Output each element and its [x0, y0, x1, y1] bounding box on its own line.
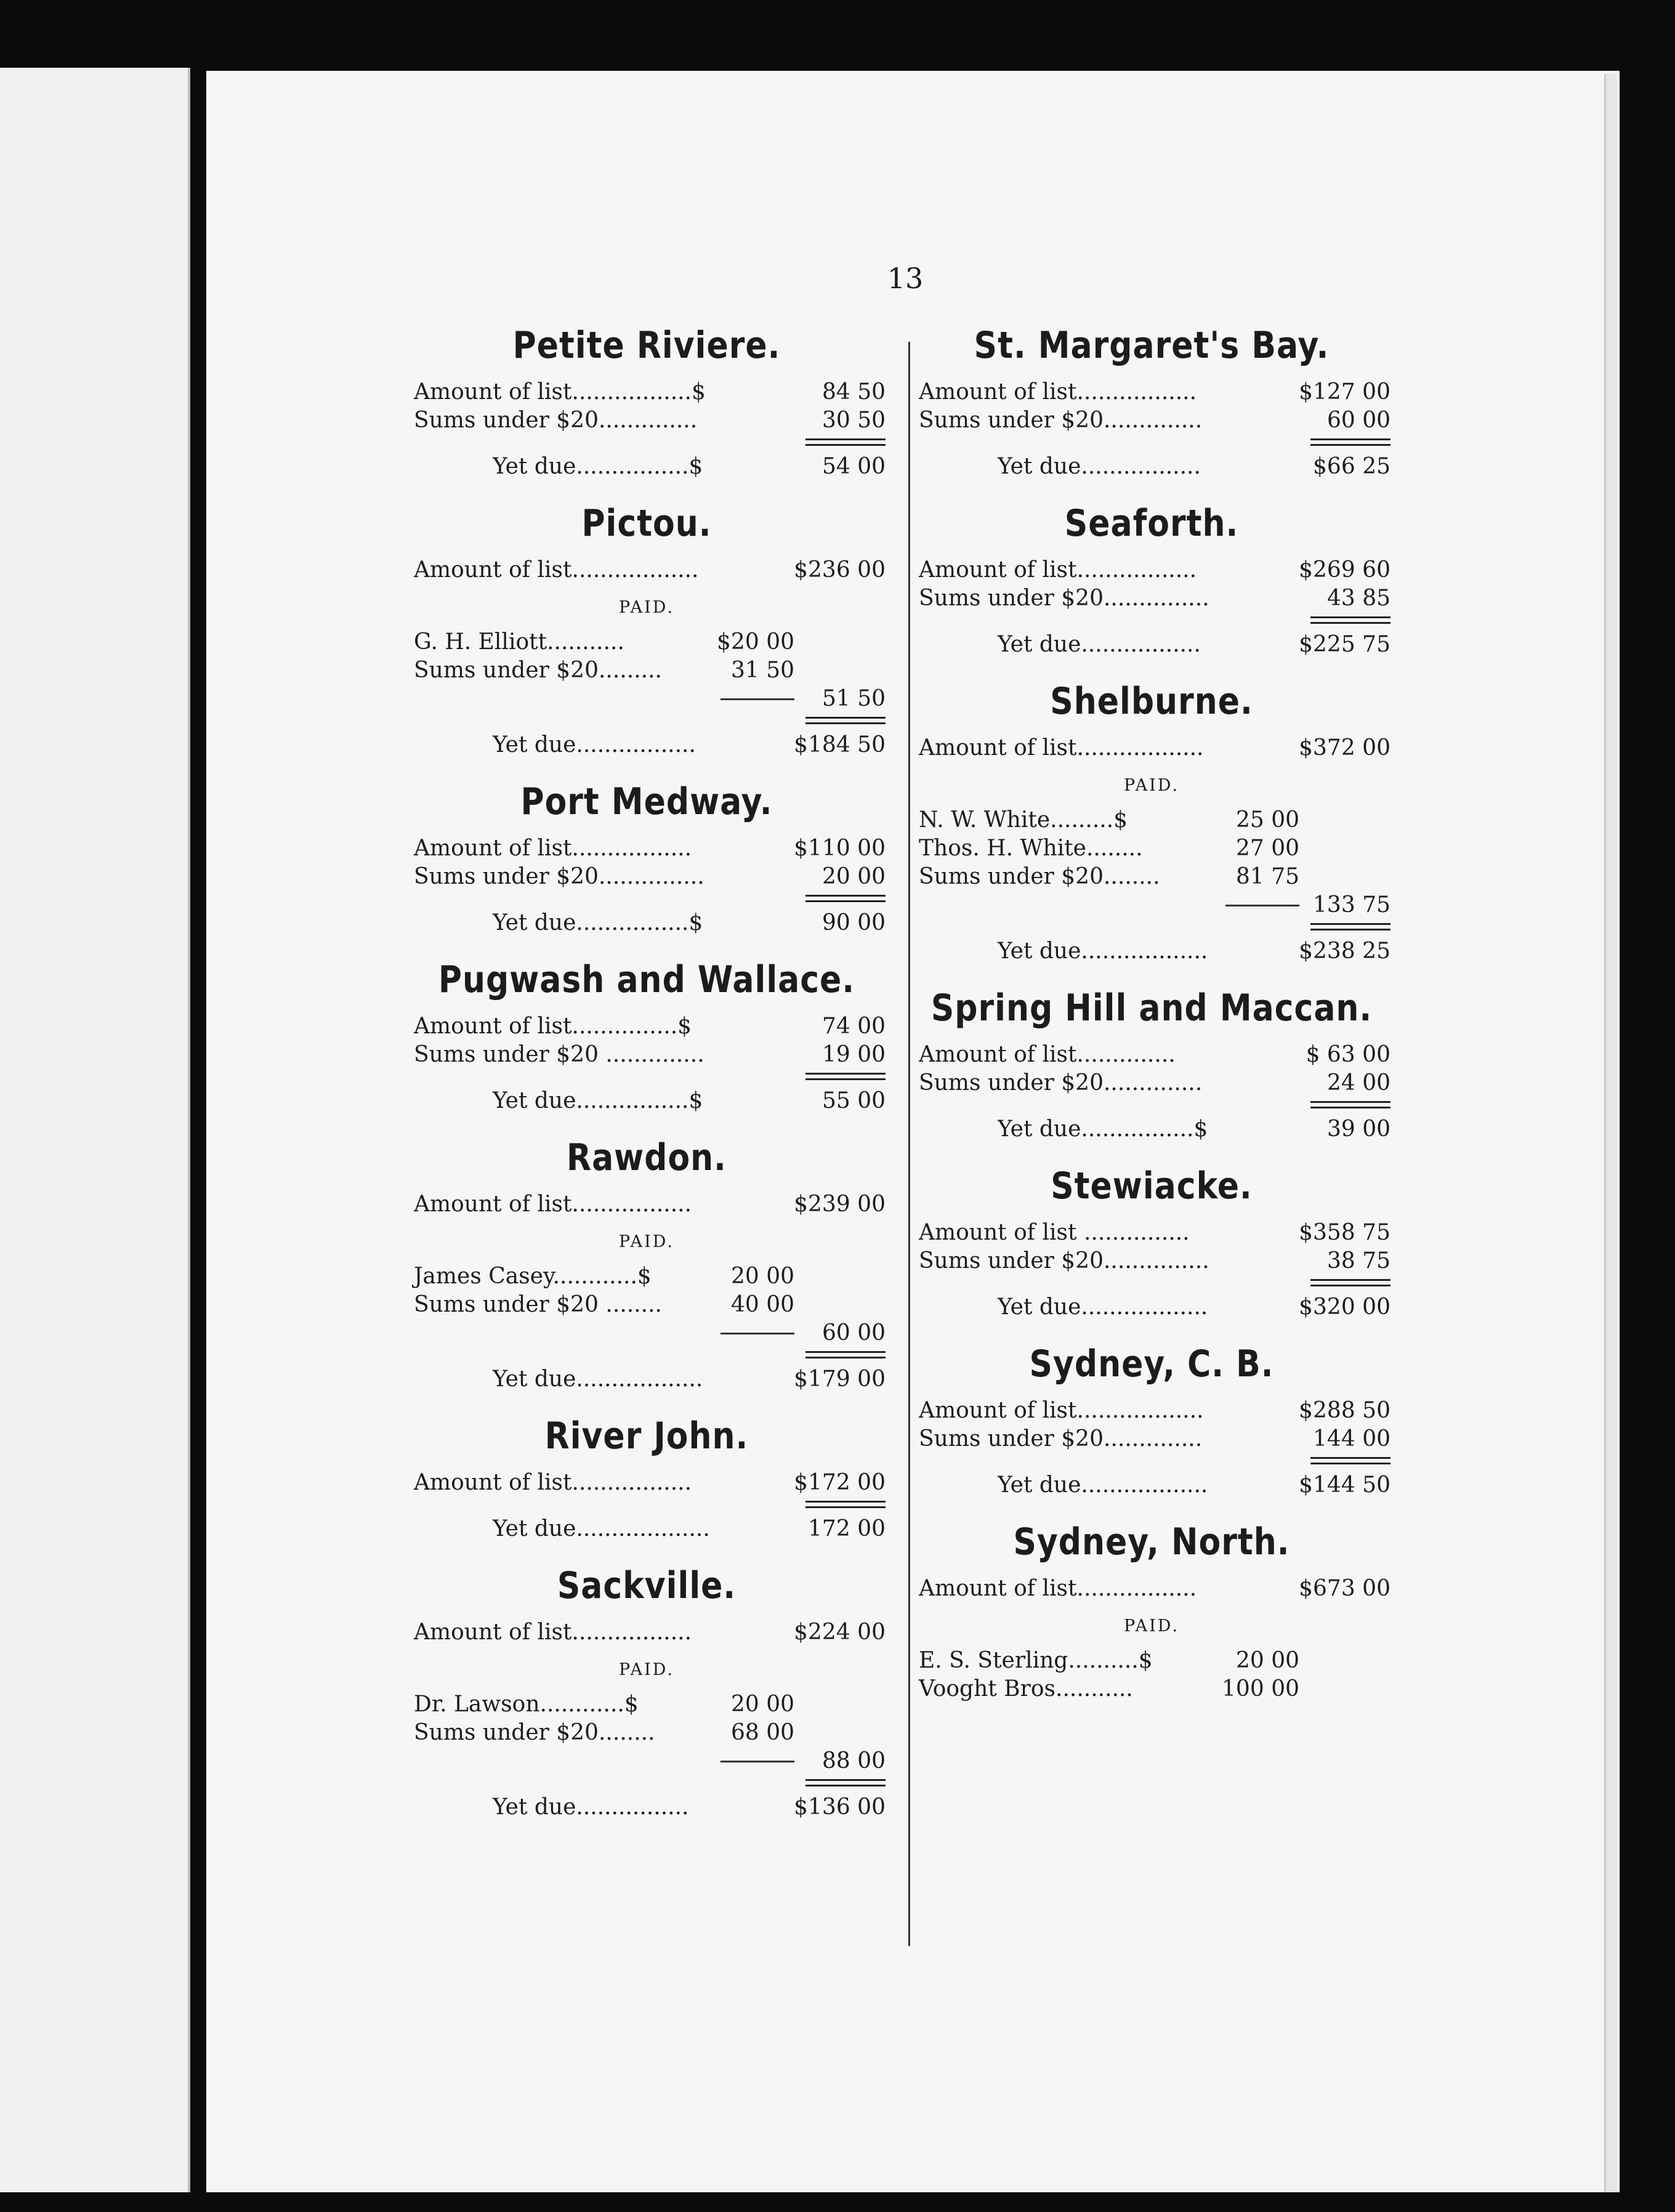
account-section — [905, 983, 1398, 1144]
total-rule — [905, 1101, 1398, 1103]
yet-due-row — [400, 1365, 893, 1394]
account-section — [400, 777, 893, 937]
ledger-amount: $239 00 — [794, 1192, 886, 1217]
yet-due-label: Yet due.................. — [998, 1472, 1208, 1498]
ledger-label: Sums under $20.............. — [919, 1070, 1203, 1096]
ledger-amount: $372 00 — [1299, 735, 1390, 761]
ledger-row — [905, 1397, 1398, 1425]
paid-amount: 25 00 — [1235, 807, 1299, 833]
section-heading: Spring Hill and Maccan. — [930, 987, 1373, 1030]
ledger-amount: 144 00 — [1313, 1426, 1390, 1451]
paid-amount: 81 75 — [1235, 864, 1299, 889]
section-heading: St. Margaret's Bay. — [974, 324, 1330, 367]
paid-row — [400, 1690, 893, 1719]
total-rule — [400, 895, 893, 897]
total-rule — [905, 438, 1398, 440]
ledger-amount: $358 75 — [1299, 1220, 1390, 1245]
ledger-amount: 60 00 — [1326, 408, 1390, 433]
yet-due-label: Yet due.................. — [493, 1366, 703, 1392]
subtotal-rule — [720, 1761, 794, 1762]
ledger-amount: $127 00 — [1299, 379, 1390, 405]
paid-name: Thos. H. White........ — [919, 836, 1143, 861]
paid-total-row — [400, 685, 893, 713]
ledger-amount: $673 00 — [1299, 1576, 1390, 1601]
yet-due-row — [400, 909, 893, 937]
total-rule — [905, 1457, 1398, 1459]
section-heading: Sydney, North. — [1013, 1520, 1290, 1564]
ledger-row — [400, 1012, 893, 1041]
ledger-row — [905, 1575, 1398, 1603]
paid-amount: 68 00 — [730, 1720, 794, 1745]
paid-amount: $20 00 — [717, 629, 794, 655]
account-section — [905, 676, 1398, 966]
subtotal-rule — [720, 1333, 794, 1334]
ledger-label: Amount of list................. — [919, 1576, 1197, 1601]
paid-row — [905, 1675, 1398, 1703]
page-fold-edge — [1604, 74, 1617, 2192]
paid-amount: 20 00 — [1235, 1648, 1299, 1673]
yet-due-row — [905, 453, 1398, 481]
ledger-amount: $172 00 — [794, 1470, 886, 1495]
left-column — [400, 320, 893, 1839]
ledger-row — [400, 1190, 893, 1219]
yet-due-amount: $144 50 — [1299, 1472, 1390, 1498]
ledger-label: Amount of list................. — [414, 836, 692, 861]
ledger-row — [400, 378, 893, 406]
account-section — [905, 498, 1398, 659]
yet-due-amount: $136 00 — [794, 1794, 886, 1820]
account-section — [400, 1132, 893, 1394]
facing-page-edge — [0, 68, 190, 2192]
ledger-amount: $ 63 00 — [1306, 1042, 1390, 1067]
paid-row — [400, 628, 893, 656]
paid-name: Dr. Lawson............$ — [414, 1692, 639, 1717]
ledger-row — [400, 1469, 893, 1497]
paid-total: 51 50 — [821, 686, 886, 711]
account-section — [905, 1517, 1398, 1703]
yet-due-row — [905, 1471, 1398, 1500]
ledger-row — [905, 584, 1398, 613]
paid-name: James Casey............$ — [414, 1264, 652, 1289]
yet-due-label: Yet due................$ — [493, 1088, 703, 1113]
yet-due-amount: $66 25 — [1313, 454, 1390, 479]
yet-due-row — [905, 1293, 1398, 1322]
yet-due-amount: 55 00 — [821, 1088, 886, 1113]
yet-due-label: Yet due................. — [998, 454, 1201, 479]
ledger-label: Amount of list.................. — [919, 735, 1204, 761]
ledger-row — [400, 1041, 893, 1069]
account-section — [400, 955, 893, 1115]
yet-due-amount: $184 50 — [794, 732, 886, 757]
account-section — [400, 1411, 893, 1543]
ledger-amount: 19 00 — [821, 1042, 886, 1067]
total-rule — [400, 438, 893, 440]
ledger-row — [400, 834, 893, 863]
paid-name: Sums under $20......... — [414, 658, 662, 683]
ledger-row — [905, 1425, 1398, 1453]
ledger-row — [905, 378, 1398, 406]
yet-due-row — [400, 1087, 893, 1115]
ledger-amount: 30 50 — [821, 408, 886, 433]
paid-row — [905, 863, 1398, 891]
section-heading: Seaforth. — [1064, 502, 1239, 545]
total-rule — [905, 1279, 1398, 1281]
yet-due-label: Yet due.................. — [998, 1294, 1208, 1320]
ledger-label: Amount of list.................. — [919, 1398, 1204, 1423]
paid-name: Vooght Bros........... — [919, 1676, 1133, 1701]
yet-due-label: Yet due................ — [493, 1794, 689, 1820]
paid-total: 60 00 — [821, 1320, 886, 1346]
paid-name: G. H. Elliott........... — [414, 629, 624, 655]
ledger-label: Amount of list................. — [919, 379, 1197, 405]
paid-row — [400, 1291, 893, 1319]
ledger-row — [400, 406, 893, 435]
paid-name: Sums under $20........ — [414, 1720, 655, 1745]
yet-due-label: Yet due................. — [998, 632, 1201, 657]
account-section — [400, 1560, 893, 1822]
section-heading: Pictou. — [581, 502, 712, 545]
ledger-row — [400, 863, 893, 891]
ledger-label: Sums under $20 .............. — [414, 1042, 704, 1067]
yet-due-row — [400, 731, 893, 759]
ledger-label: Amount of list ............... — [919, 1220, 1190, 1245]
ledger-label: Sums under $20............... — [919, 586, 1209, 611]
ledger-amount: $288 50 — [1299, 1398, 1390, 1423]
yet-due-row — [905, 1115, 1398, 1144]
paid-total-row — [400, 1319, 893, 1347]
paid-total: 133 75 — [1313, 892, 1390, 918]
yet-due-amount: 39 00 — [1326, 1116, 1390, 1142]
paid-amount: 31 50 — [730, 658, 794, 683]
account-section — [905, 320, 1398, 481]
paid-label: PAID. — [1123, 776, 1180, 795]
ledger-amount: 43 85 — [1326, 586, 1390, 611]
section-heading: River John. — [544, 1415, 749, 1458]
paid-total-row — [400, 1747, 893, 1775]
ledger-label: Amount of list................. — [919, 557, 1197, 583]
paid-row — [400, 1719, 893, 1747]
ledger-amount: 38 75 — [1326, 1248, 1390, 1274]
ledger-label: Amount of list...............$ — [414, 1014, 692, 1039]
paid-name: E. S. Sterling..........$ — [919, 1648, 1153, 1673]
yet-due-amount: $238 25 — [1299, 938, 1390, 964]
ledger-row — [905, 556, 1398, 584]
yet-due-row — [400, 453, 893, 481]
paid-name: Sums under $20 ........ — [414, 1292, 662, 1317]
paid-amount: 20 00 — [730, 1264, 794, 1289]
ledger-amount: $110 00 — [794, 836, 886, 861]
yet-due-row — [905, 631, 1398, 659]
paid-row — [905, 806, 1398, 834]
ledger-label: Amount of list................. — [414, 1620, 692, 1645]
section-heading: Pugwash and Wallace. — [438, 958, 855, 1001]
total-rule — [400, 1501, 893, 1503]
page-number: 13 — [887, 262, 924, 295]
ledger-row — [400, 1618, 893, 1647]
paid-name: N. W. White.........$ — [919, 807, 1128, 833]
account-section — [905, 1161, 1398, 1322]
paid-row — [400, 656, 893, 685]
yet-due-amount: 172 00 — [808, 1516, 886, 1541]
ledger-amount: 20 00 — [821, 864, 886, 889]
total-rule — [400, 1779, 893, 1781]
ledger-row — [905, 406, 1398, 435]
total-rule — [905, 923, 1398, 925]
ledger-amount: $236 00 — [794, 557, 886, 583]
ledger-amount: $224 00 — [794, 1620, 886, 1645]
total-rule — [400, 717, 893, 719]
ledger-row — [905, 1219, 1398, 1247]
paid-total: 88 00 — [821, 1748, 886, 1774]
paid-label: PAID. — [618, 1232, 675, 1251]
paid-label: PAID. — [618, 598, 675, 617]
ledger-amount: 24 00 — [1326, 1070, 1390, 1096]
paid-row — [400, 1262, 893, 1291]
ledger-amount: 84 50 — [821, 379, 886, 405]
yet-due-label: Yet due................... — [493, 1516, 710, 1541]
ledger-label: Amount of list................. — [414, 1470, 692, 1495]
paid-name: Sums under $20........ — [919, 864, 1160, 889]
total-rule — [400, 1351, 893, 1353]
total-rule — [400, 1073, 893, 1075]
yet-due-label: Yet due.................. — [998, 938, 1208, 964]
ledger-row — [905, 734, 1398, 762]
section-heading: Petite Riviere. — [512, 324, 781, 367]
section-heading: Shelburne. — [1050, 680, 1253, 723]
ledger-label: Sums under $20............... — [919, 1248, 1209, 1274]
account-section — [400, 498, 893, 759]
yet-due-amount: $179 00 — [794, 1366, 886, 1392]
account-section — [400, 320, 893, 481]
account-section — [905, 1339, 1398, 1500]
section-heading: Sydney, C. B. — [1029, 1342, 1274, 1386]
yet-due-label: Yet due................$ — [493, 910, 703, 935]
section-heading: Port Medway. — [520, 780, 773, 823]
paid-row — [905, 834, 1398, 863]
yet-due-amount: $320 00 — [1299, 1294, 1390, 1320]
paid-amount: 20 00 — [730, 1692, 794, 1717]
section-heading: Stewiacke. — [1051, 1165, 1253, 1208]
ledger-label: Amount of list.................. — [414, 557, 699, 583]
yet-due-amount: 90 00 — [821, 910, 886, 935]
yet-due-row — [400, 1515, 893, 1543]
section-heading: Rawdon. — [567, 1136, 727, 1179]
ledger-label: Amount of list.................$ — [414, 379, 706, 405]
paid-label: PAID. — [1123, 1617, 1180, 1636]
ledger-amount: 74 00 — [821, 1014, 886, 1039]
section-heading: Sackville. — [557, 1564, 737, 1607]
yet-due-amount: 54 00 — [821, 454, 886, 479]
ledger-label: Amount of list................. — [414, 1192, 692, 1217]
ledger-amount: $269 60 — [1299, 557, 1390, 583]
subtotal-rule — [1225, 905, 1299, 906]
paid-total-row — [905, 891, 1398, 919]
right-column — [905, 320, 1398, 1721]
paid-amount: 40 00 — [730, 1292, 794, 1317]
ledger-label: Sums under $20.............. — [414, 408, 698, 433]
ledger-row — [400, 556, 893, 584]
paid-row — [905, 1647, 1398, 1675]
subtotal-rule — [720, 698, 794, 700]
ledger-row — [905, 1069, 1398, 1097]
ledger-label: Sums under $20.............. — [919, 1426, 1203, 1451]
ledger-row — [905, 1247, 1398, 1275]
yet-due-row — [400, 1793, 893, 1822]
yet-due-label: Yet due................. — [493, 732, 696, 757]
ledger-label: Sums under $20............... — [414, 864, 704, 889]
paid-amount: 27 00 — [1235, 836, 1299, 861]
yet-due-row — [905, 937, 1398, 966]
paid-label: PAID. — [618, 1660, 675, 1679]
ledger-row — [905, 1041, 1398, 1069]
ledger-label: Amount of list.............. — [919, 1042, 1176, 1067]
yet-due-label: Yet due................$ — [998, 1116, 1208, 1142]
ledger-label: Sums under $20.............. — [919, 408, 1203, 433]
yet-due-amount: $225 75 — [1299, 632, 1390, 657]
total-rule — [905, 616, 1398, 618]
paid-amount: 100 00 — [1222, 1676, 1299, 1701]
yet-due-label: Yet due................$ — [493, 454, 703, 479]
